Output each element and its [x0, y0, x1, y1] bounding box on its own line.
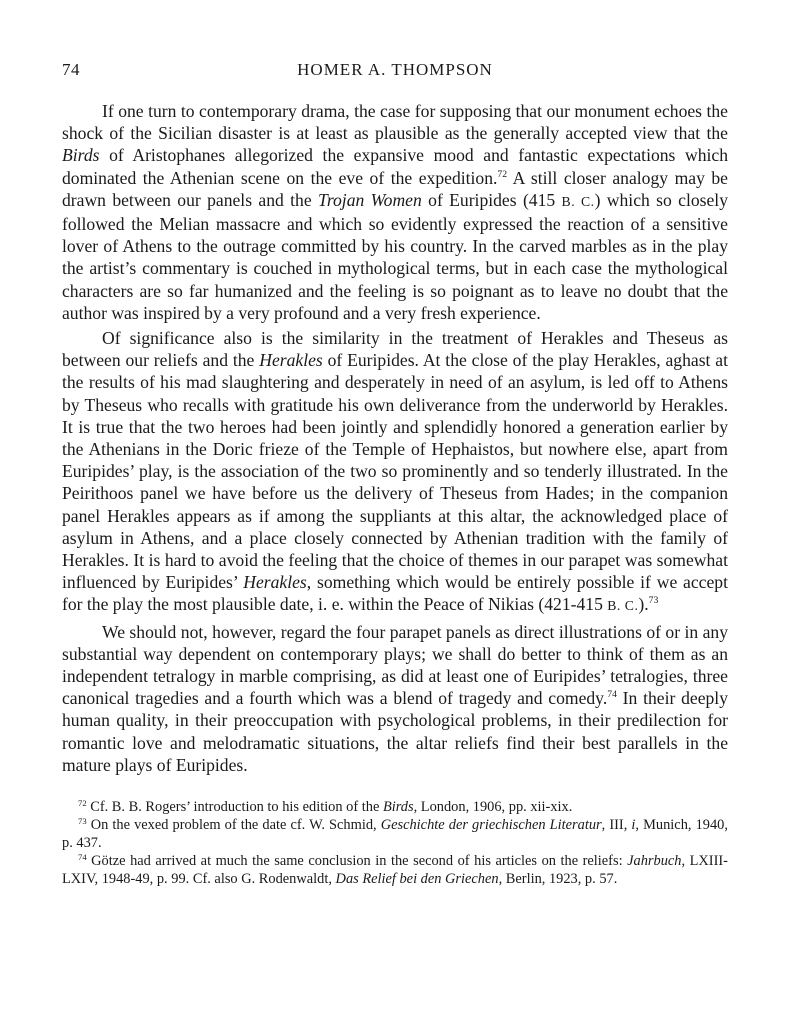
title-birds: Birds — [62, 145, 100, 166]
title-herakles: Herakles — [243, 572, 307, 593]
paragraph-1: If one turn to contemporary drama, the case for supposing that our monument echoes the shock of the Sicilian disaster is at least as plausible as the generally accepted view that the Birds of Aristophanes allegorized the expansive mood and fantastic expectations which dominated the Athenian scene on the eve of the expedition.$^{72}$ A still closer analogy may be drawn between our panels and the Trojan Women of Euripides (415 B. C.) which so closely followed the Melian massacre and which so evidently expressed the reaction of a sensitive lover of Athens to the outrage committed by his country. In the carved marbles as in the play the artist’s commentary is couched in mythological terms, but in each case the mythological characters are so far humanized and the feeling is so poignant as to leave no doubt that the author was inspired by a very profound and a very fresh experience. — [62, 101, 728, 323]
running-head-author: HOMER A. THOMPSON — [297, 60, 493, 79]
footnote-74: $^{74}$ Götze had arrived at much the same conclusion in the second of his articles on the reliefs: Jahrbuch, LXIII-LXIV, 1948-49, p. 99. Cf. also G. Rodenwaldt, Das Relief bei den Griechen, Berlin, 1923, p. 57. — [62, 851, 728, 888]
footnote-ref-72: 72 — [497, 168, 508, 180]
running-head — [62, 60, 728, 86]
title-herakles: Herakles — [259, 350, 323, 371]
footnote-ref-73: 73 — [648, 595, 659, 607]
paragraph-3: We should not, however, regard the four parapet panels as direct illustrations of or in any substantial way dependent on contemporary plays; we shall do better to think of them as an independent tetralogy in marble comprising, as did at least one of Euripides’ tetralogies, three canonical tragedies and a fourth which was a blend of tragedy and comedy.$^{74}$ In their deeply human quality, in their preoccupation with psychological problems, in their predilection for romantic love and melodramatic situations, the altar reliefs find their best parallels in the mature plays of Euripides. — [62, 621, 728, 775]
body-text — [62, 100, 728, 776]
title-trojan-women: Trojan Women — [318, 189, 422, 210]
footnote-73: $^{73}$ On the vexed problem of the date cf. W. Schmid, Geschichte der griechischen Literatur, III, i, Munich, 1940, p. 437. — [62, 815, 728, 852]
paragraph-2: Of significance also is the similarity in the treatment of Herakles and Theseus as between our reliefs and the Herakles of Euripides. At the close of the play Herakles, aghast at the results of his mad slaughtering and desperately in need of an asylum, is led off to Athens by Theseus who recalls with gratitude his own deliverance from the underworld by Herakles. It is true that the two heroes had been jointly and splendidly honored a generation earlier by the Athenians in the Doric frieze of the Temple of Hephaistos, but nowhere else, apart from Euripides’ play, is the association of the two so prominently and so tenderly illustrated. In the Peirithoos panel we have before us the delivery of Theseus from Hades; in the companion panel Herakles appears as if among the suppliants at this altar, the acknowledged place of asylum in Athens, and a place closely connected by Athenian tradition with the family of Herakles. It is hard to avoid the feeling that the choice of themes in our parapet was somewhat influenced by Euripides’ Herakles, something which would be entirely possible if we accept for the play the most plausible date, i. e. within the Peace of Nikias (421-415 B. C.).$^{73}$ — [62, 328, 728, 615]
footnote-ref-74: 74 — [607, 689, 617, 701]
footnotes — [62, 798, 728, 888]
footnote-72: $^{72}$ Cf. B. B. Rogers’ introduction to his edition of the Birds, London, 1906, pp. xii-xix. — [78, 797, 573, 816]
page-number: 74 — [62, 60, 80, 79]
page — [62, 60, 728, 888]
